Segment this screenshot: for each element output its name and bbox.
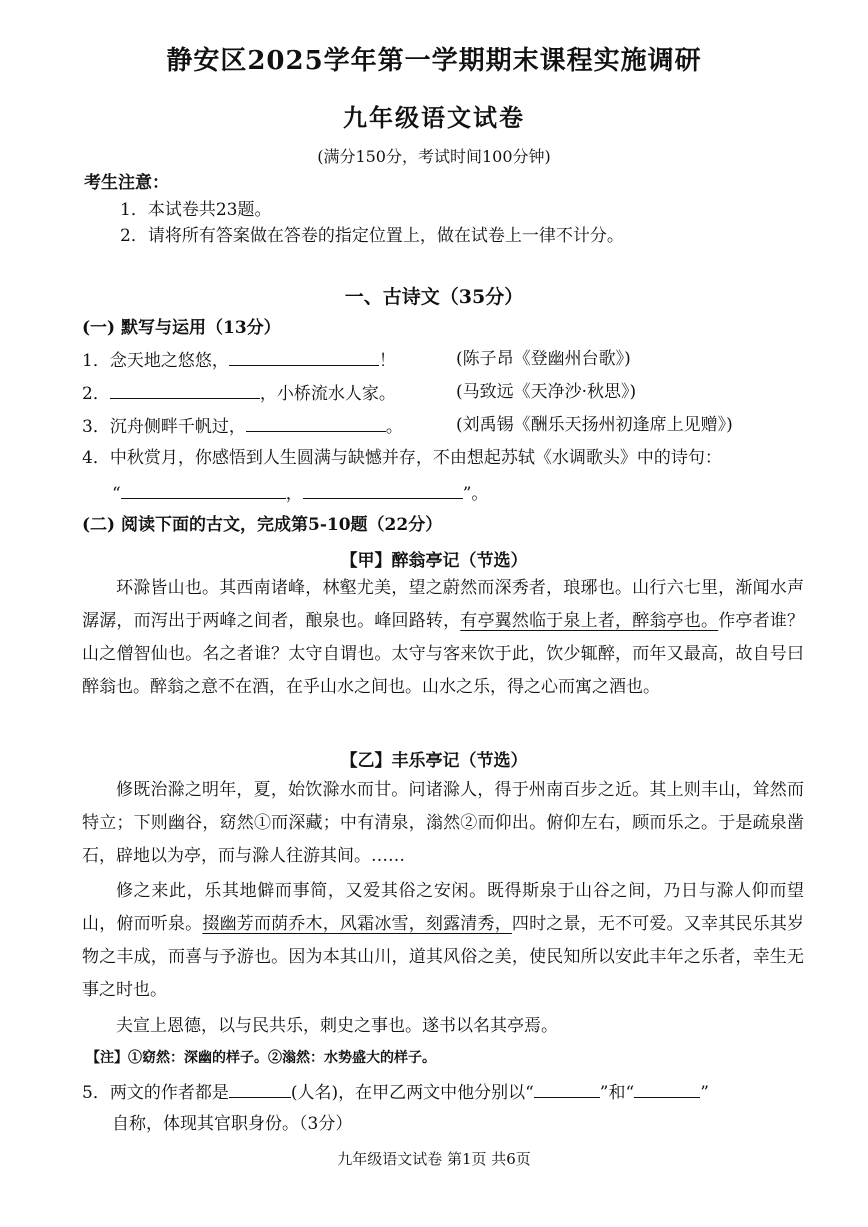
text-a-p1-underline: 有亭翼然临于泉上者，醉翁亭也。 [460,611,719,631]
q3-end: 。 [385,417,403,437]
q2-source: (马致远《天净沙·秋思》) [456,382,637,402]
text-b-p2-underline: 掇幽芳而荫乔木，风霜冰雪，刻露清秀， [202,914,512,934]
page-footer: 九年级语文试卷 第1页 共6页 [337,1150,531,1168]
text-b-paragraph-3: 夫宣上恩德，以与民共乐，刺史之事也。遂书以名其亭焉。 [116,1016,558,1036]
q3-source: (刘禹锡《酬乐天扬州初逢席上见赠》) [456,415,733,435]
text-b-title: 【乙】丰乐亭记（节选） [340,751,528,771]
text-a-p1-after: 作亭者谁？山之僧智仙也。名之者谁？太守自谓也。太守与客来饮于此，饮少辄醉，而年又最高，故自号曰醉翁也。醉翁之意不在酒，在乎山水之间也。山水之乐，得之心而寓之酒也。 [82,611,805,697]
q4-comma: ， [285,484,303,504]
q2-text: ，小桥流水人家。 [259,384,396,404]
question-5-line2: 自称，体现其官职身份。（3分） [112,1114,353,1134]
text-b-paragraph-1: 修既治滁之明年，夏，始饮滁水而甘。问诸滁人，得于州南百步之近。其上则丰山，耸然而特立；下则幽谷，窈然①而深藏；中有清泉，滃然②而仰出。俯仰左右，顾而乐之。于是疏泉凿石，辟地以为亭，而与滁人往游其间。…… [82,780,804,866]
notice-heading: 考生注意： [84,173,169,193]
q4-close: ”。 [462,484,489,504]
question-2 [82,380,396,406]
question-3 [82,413,403,439]
q1-blank[interactable] [229,347,379,366]
question-5 [82,1079,709,1105]
exam-title: 静安区2025学年第一学期期末课程实施调研 [166,46,702,76]
q2-num: 2． [82,384,110,404]
q2-blank[interactable] [110,380,260,399]
q1-end: ！ [378,351,396,371]
q5-num: 5．两文的作者都是 [82,1083,229,1103]
text-a-p1-before: 环滁皆山也。其西南诸峰，林壑尤美，望之蔚然而深秀者，琅琊也。山行六七里，渐闻水声潺潺，而泻出于两峰之间者，酿泉也。峰回路转， [82,578,804,631]
q5-end: ” [700,1083,709,1103]
q4-blank-2[interactable] [303,480,463,499]
exam-subtitle: 九年级语文试卷 [343,103,525,132]
annotation-note: 【注】①窈然：深幽的样子。②滃然：水势盛大的样子。 [86,1050,436,1066]
notice-item-1: 1．本试卷共23题。 [120,200,272,220]
q5-and: ”和“ [599,1083,635,1103]
q1-text: 1．念天地之悠悠， [82,351,229,371]
part1-heading: (一) 默写与运用（13分） [82,318,281,338]
q4-blank-1[interactable] [121,480,286,499]
q5-blank-2[interactable] [534,1079,600,1098]
text-a-title: 【甲】醉翁亭记（节选） [340,551,528,571]
score-info: (满分150分，考试时间100分钟) [317,147,551,166]
question-1 [82,347,396,373]
q1-source: (陈子昂《登幽州台歌》) [456,349,631,369]
text-a-paragraph [82,572,804,704]
text-b-p2-before: 修之来此，乐其地僻而事简，又爱其俗之安闲。既得斯泉于山谷之间，乃日与滁人仰而望山，俯而听泉。 [82,881,804,934]
notice-item-2: 2．请将所有答案做在答卷的指定位置上，做在试卷上一律不计分。 [120,226,624,246]
q5-blank-3[interactable] [634,1079,700,1098]
q3-blank[interactable] [246,413,386,432]
question-4-answers [112,480,488,506]
q4-open: “ [112,484,121,504]
text-b-paragraph-2 [82,875,804,1007]
part2-heading: (二) 阅读下面的古文，完成第5-10题（22分） [82,515,443,535]
text-b-p2-after: 四时之景，无不可爱。又幸其民乐其岁物之丰成，而喜与予游也。因为本其山川，道其风俗之美，使民知所以安此丰年之乐者，幸生无事之时也。 [82,914,805,1000]
section-heading: 一、古诗文（35分） [344,286,524,308]
q3-text: 3．沉舟侧畔千帆过， [82,417,246,437]
q5-blank-1[interactable] [229,1079,291,1098]
q5-mid: (人名)，在甲乙两文中他分别以“ [290,1083,534,1103]
question-4: 4．中秋赏月，你感悟到人生圆满与缺憾并存，不由想起苏轼《水调歌头》中的诗句： [82,448,722,468]
